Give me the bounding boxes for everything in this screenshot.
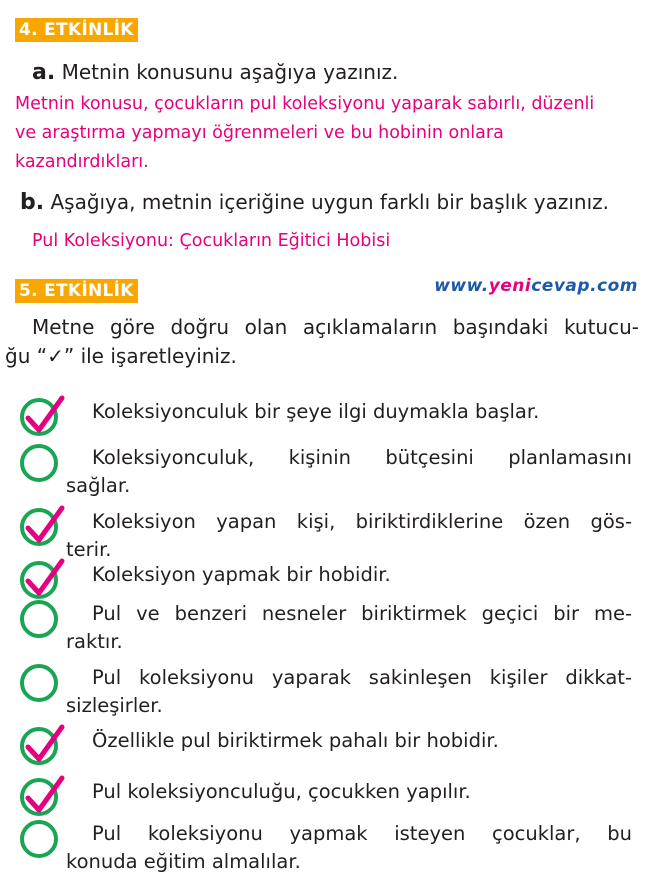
check-mark-icon <box>22 557 68 601</box>
statement-text-line: Pul koleksiyonu yapmak isteyen çocuklar, bu <box>92 822 632 845</box>
statement-text-line: raktır. <box>66 630 123 653</box>
answer-b: Pul Koleksiyonu: Çocukların Eğitici Hobisi <box>32 231 391 251</box>
statement-text-line: Koleksiyonculuk, kişinin bütçesini planlamasını <box>92 446 632 469</box>
watermark-prefix: www. <box>434 276 489 296</box>
statement-text-line: Özellikle pul biriktirmek pahalı bir hobidir. <box>92 729 499 752</box>
statement-text-line: Koleksiyon yapan kişi, biriktirdiklerine özen gös- <box>92 510 632 533</box>
question-a-prompt: Metnin konusunu aşağıya yazınız. <box>61 60 399 84</box>
check-mark-icon <box>22 723 68 767</box>
question-b <box>20 188 609 217</box>
circle-icon[interactable] <box>20 664 58 702</box>
statement-text-line: sizleşirler. <box>66 694 163 717</box>
answer-a-line-2: ve araştırma yapmayı öğrenmeleri ve bu hobinin onlara <box>15 123 504 143</box>
statement-text-line: terir. <box>66 538 112 561</box>
check-mark-icon <box>22 774 68 818</box>
answer-a-line-1: Metnin konusu, çocukların pul koleksiyonu yaparak sabırlı, düzenli <box>15 94 595 114</box>
question-b-prompt: Aşağıya, metnin içeriğine uygun farklı bir başlık yazınız. <box>50 190 609 214</box>
instruction-line-1: Metne göre doğru olan açıklamaların başındaki kutucu- <box>32 315 639 339</box>
statement-text-line: Pul koleksiyonculuğu, çocukken yapılır. <box>92 780 471 803</box>
check-mark-icon <box>22 394 68 438</box>
statement-text-line: sağlar. <box>66 474 131 497</box>
statement-text-line: Pul ve benzeri nesneler biriktirmek geçici bir me- <box>92 602 632 625</box>
activity-4-badge: 4. ETKİNLİK <box>15 18 138 42</box>
question-a-letter: a. <box>32 60 56 85</box>
statement-text-line: konuda eğitim almalılar. <box>66 850 301 873</box>
statement-text-line: Pul koleksiyonu yaparak sakinleşen kişiler dikkat- <box>92 666 632 689</box>
question-b-letter: b. <box>20 190 45 215</box>
watermark <box>434 276 638 296</box>
statement-text-line: Koleksiyonculuk bir şeye ilgi duymakla başlar. <box>92 400 540 423</box>
answer-a-line-3: kazandırdıkları. <box>15 152 149 172</box>
question-a <box>32 58 398 87</box>
statement-text-line: Koleksiyon yapmak bir hobidir. <box>92 563 391 586</box>
watermark-rest: cevap.com <box>531 276 638 296</box>
circle-icon[interactable] <box>20 600 58 638</box>
watermark-yeni: yeni <box>488 276 532 296</box>
activity-5-badge: 5. ETKİNLİK <box>15 279 138 303</box>
circle-icon[interactable] <box>20 820 58 858</box>
circle-icon[interactable] <box>20 444 58 482</box>
instruction-line-2: ğu “✓” ile işaretleyiniz. <box>5 344 237 368</box>
check-mark-icon <box>22 504 68 548</box>
